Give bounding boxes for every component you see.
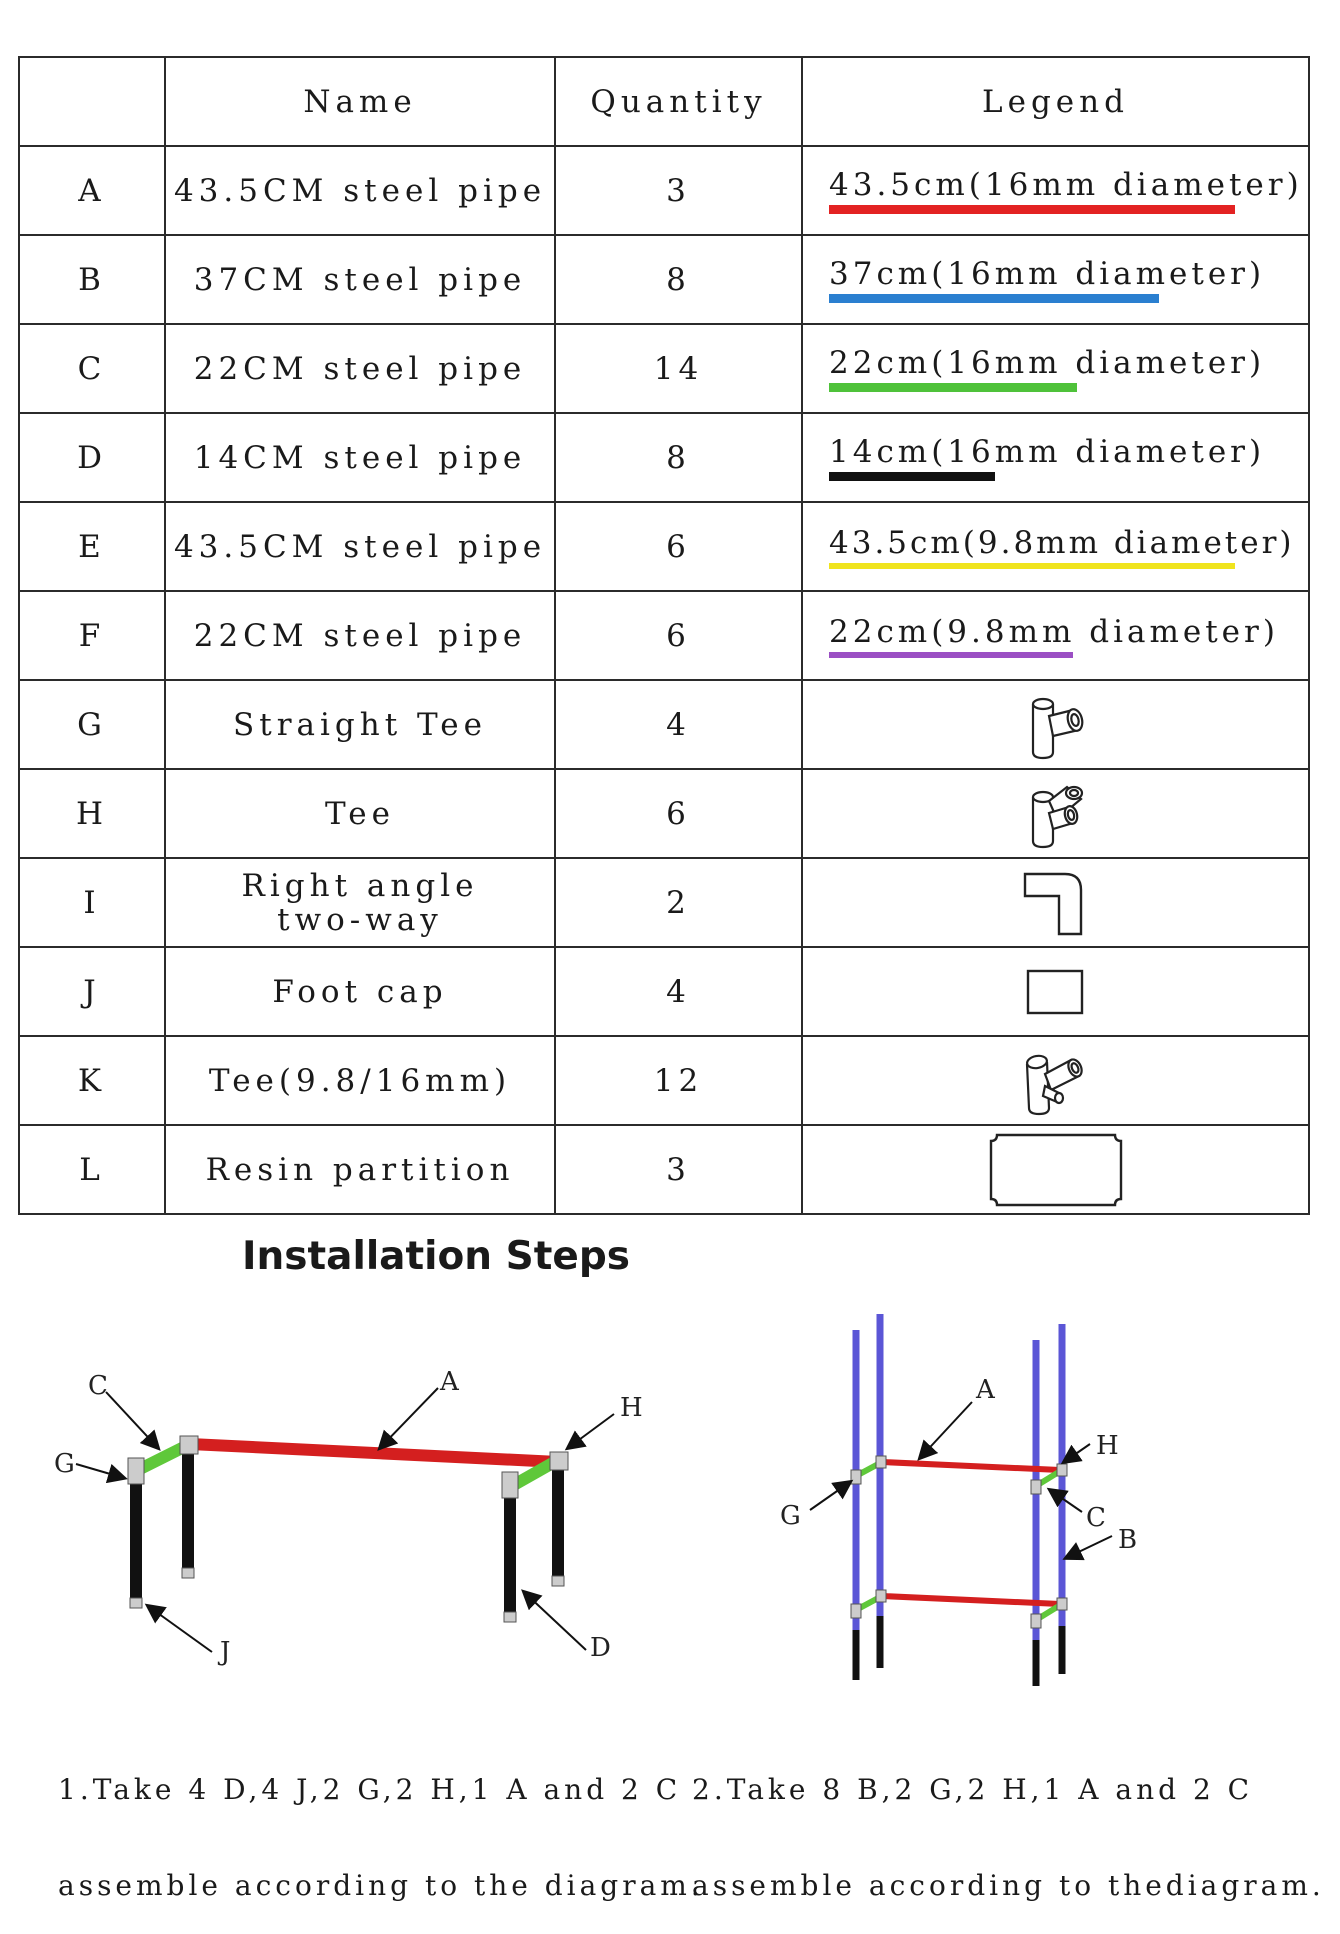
part-name: Straight Tee — [165, 680, 555, 769]
part-quantity: 6 — [555, 502, 802, 591]
part-quantity: 4 — [555, 947, 802, 1036]
part-id: E — [19, 502, 165, 591]
part-id: K — [19, 1036, 165, 1125]
legend-text: 22cm(9.8mm diameter) — [829, 613, 1279, 650]
table-row — [19, 591, 1309, 680]
legend-color-bar — [829, 652, 1073, 658]
table-header-row — [19, 57, 1309, 146]
legend-color-bar — [829, 472, 995, 481]
foot-cap-icon — [1026, 967, 1086, 1017]
header-legend: Legend — [802, 57, 1309, 146]
part-quantity: 6 — [555, 591, 802, 680]
step1-diagram — [40, 1360, 680, 1680]
part-id: J — [19, 947, 165, 1036]
table-row — [19, 502, 1309, 591]
header-id — [19, 57, 165, 146]
part-legend — [802, 769, 1309, 858]
label-h: H — [1096, 1431, 1119, 1461]
part-quantity: 4 — [555, 680, 802, 769]
tee-icon — [1021, 779, 1091, 849]
part-name — [165, 858, 555, 947]
foot-cap-j — [552, 1576, 564, 1586]
part-name: 43.5CM steel pipe — [165, 146, 555, 235]
connector-h — [180, 1436, 198, 1454]
part-legend — [802, 591, 1309, 680]
label-g: G — [54, 1449, 75, 1479]
part-id: I — [19, 858, 165, 947]
part-name: 37CM steel pipe — [165, 235, 555, 324]
label-d: D — [590, 1633, 611, 1663]
legend-color-bar — [829, 563, 1235, 569]
table-row — [19, 413, 1309, 502]
part-name: 14CM steel pipe — [165, 413, 555, 502]
table-row — [19, 858, 1309, 947]
legend-text: 14cm(16mm diameter) — [829, 434, 1266, 470]
table-row — [19, 235, 1309, 324]
table-row — [19, 680, 1309, 769]
part-quantity: 3 — [555, 146, 802, 235]
part-legend — [802, 858, 1309, 947]
step2-line2: assemble according to thediagram. — [692, 1869, 1325, 1902]
label-j: J — [220, 1637, 231, 1667]
reducing-tee-icon — [1021, 1046, 1091, 1116]
table-row — [19, 769, 1309, 858]
connector-g — [502, 1472, 518, 1498]
part-name-line1: Right angle — [241, 867, 479, 904]
part-name: 43.5CM steel pipe — [165, 502, 555, 591]
part-id: C — [19, 324, 165, 413]
label-c: C — [1086, 1503, 1106, 1533]
part-quantity: 12 — [555, 1036, 802, 1125]
part-quantity: 8 — [555, 413, 802, 502]
connector-h — [550, 1452, 568, 1470]
legend-text: 37cm(16mm diameter) — [829, 256, 1266, 292]
header-quantity: Quantity — [555, 57, 802, 146]
parts-table — [18, 56, 1310, 1215]
legend-color-bar — [829, 205, 1235, 214]
part-legend — [802, 235, 1309, 324]
pipe-a — [190, 1444, 558, 1462]
legend-text: 43.5cm(16mm diameter) — [829, 167, 1303, 203]
part-name: Foot cap — [165, 947, 555, 1036]
part-id: H — [19, 769, 165, 858]
part-legend — [802, 413, 1309, 502]
part-quantity: 2 — [555, 858, 802, 947]
part-legend — [802, 680, 1309, 769]
legend-text: 43.5cm(9.8mm diameter) — [829, 524, 1295, 561]
part-legend — [802, 1036, 1309, 1125]
part-name: 22CM steel pipe — [165, 591, 555, 680]
part-legend — [802, 324, 1309, 413]
table-row — [19, 146, 1309, 235]
step1-line2: assemble according to the diagram. — [58, 1869, 704, 1902]
part-id: G — [19, 680, 165, 769]
part-quantity: 8 — [555, 235, 802, 324]
label-c: C — [88, 1371, 108, 1401]
table-row — [19, 947, 1309, 1036]
part-name: Resin partition — [165, 1125, 555, 1214]
step2-instructions — [692, 1710, 1325, 1934]
header-name: Name — [165, 57, 555, 146]
part-id: A — [19, 146, 165, 235]
legend-color-bar — [829, 294, 1159, 303]
foot-cap-j — [130, 1598, 142, 1608]
table-row — [19, 1036, 1309, 1125]
part-quantity: 6 — [555, 769, 802, 858]
legend-text: 22cm(16mm diameter) — [829, 345, 1266, 381]
table-row — [19, 1125, 1309, 1214]
step1-line1: 1.Take 4 D,4 J,2 G,2 H,1 A and 2 C — [58, 1773, 682, 1806]
right-angle-elbow-icon — [1021, 868, 1091, 938]
part-id: D — [19, 413, 165, 502]
part-legend — [802, 1125, 1309, 1214]
step1-instructions — [58, 1710, 704, 1934]
part-id: B — [19, 235, 165, 324]
label-g: G — [780, 1501, 801, 1531]
installation-steps-title: Installation Steps — [242, 1234, 630, 1279]
resin-partition-icon — [989, 1133, 1123, 1207]
connector-g — [128, 1458, 144, 1484]
part-name: 22CM steel pipe — [165, 324, 555, 413]
part-legend — [802, 502, 1309, 591]
part-legend — [802, 146, 1309, 235]
part-id: F — [19, 591, 165, 680]
label-a: A — [440, 1367, 459, 1397]
part-id: L — [19, 1125, 165, 1214]
foot-cap-j — [182, 1568, 194, 1578]
label-h: H — [620, 1393, 643, 1423]
step2-diagram — [760, 1300, 1160, 1690]
part-name: Tee(9.8/16mm) — [165, 1036, 555, 1125]
straight-tee-icon — [1021, 690, 1091, 760]
label-a: A — [976, 1375, 995, 1405]
table-row — [19, 324, 1309, 413]
part-name: Tee — [165, 769, 555, 858]
step2-line1: 2.Take 8 B,2 G,2 H,1 A and 2 C — [692, 1773, 1254, 1806]
label-b: B — [1118, 1525, 1138, 1555]
legend-color-bar — [829, 383, 1077, 392]
part-legend — [802, 947, 1309, 1036]
part-quantity: 14 — [555, 324, 802, 413]
part-quantity: 3 — [555, 1125, 802, 1214]
part-name-line2: two-way — [277, 901, 443, 938]
foot-cap-j — [504, 1612, 516, 1622]
